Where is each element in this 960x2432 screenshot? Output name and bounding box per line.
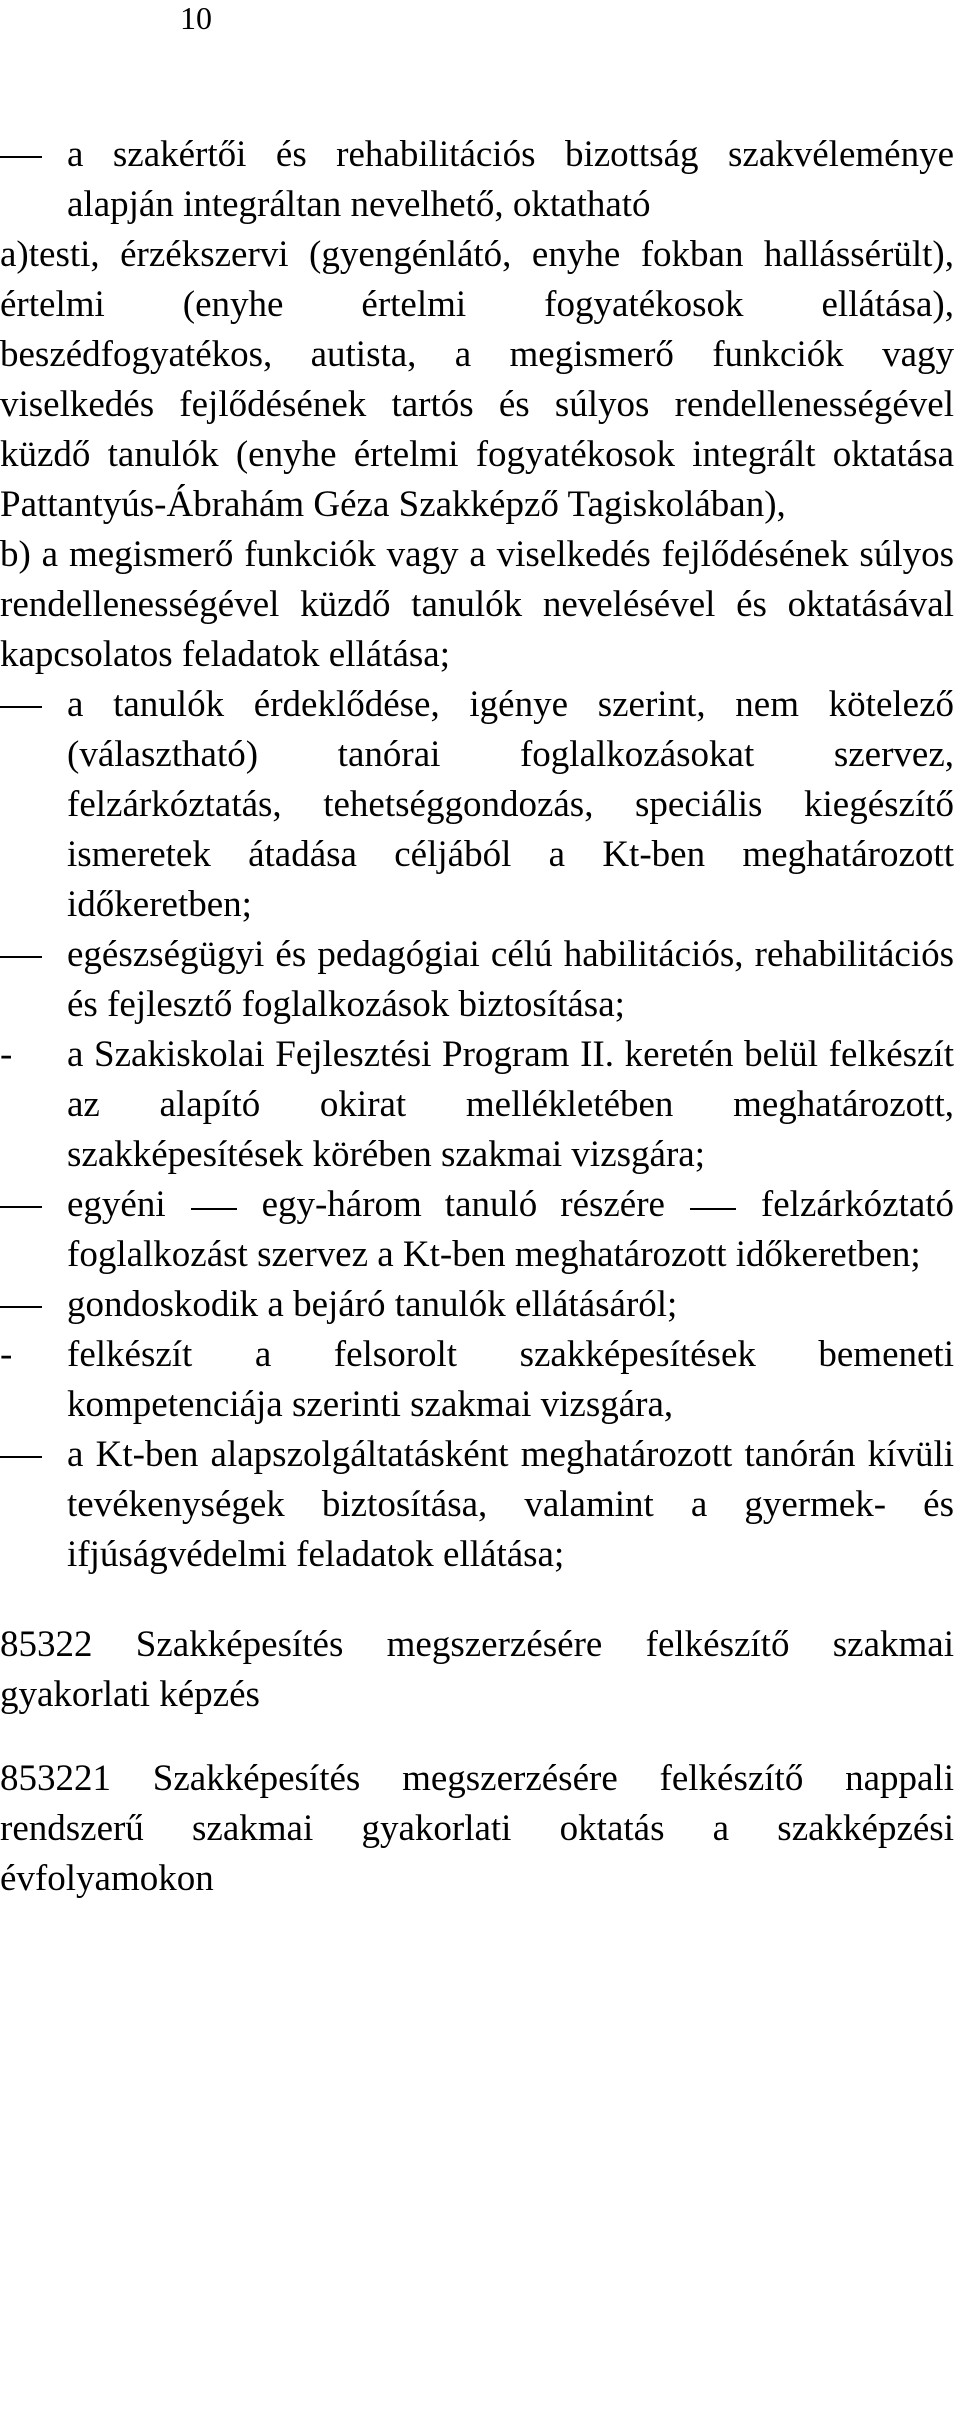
inline-dash: [189, 1202, 239, 1216]
list-item-dash: [0, 930, 960, 1030]
list-item-text: a szakértői és rehabilitációs bizottság szakvéleménye alapján integráltan nevelhető, oktatható: [67, 134, 954, 225]
hyphen-bullet: -: [0, 1334, 13, 1375]
activity-code-85322: 85322 Szakképesítés megszerzésére felkészítő szakmai gyakorlati képzés: [0, 1624, 954, 1715]
list-item-text: a tanulók érdeklődése, igénye szerint, nem kötelező (választható) tanórai foglalkozásokat szervez, felzárkóztatás, tehetséggondozás, speciális kiegészítő ismeretek átadása céljából a Kt-ben meghatározott időkeretben;: [67, 684, 954, 925]
inline-dash: [688, 1202, 738, 1216]
list-item-text-part: felzárkóztató foglalkozást szervez a Kt-ben meghatározott időkeretben;: [67, 1184, 955, 1275]
list-item-dash: [0, 130, 960, 230]
list-item-text: a Kt-ben alapszolgáltatásként meghatározott tanórán kívüli tevékenységek biztosítása, valamint a gyermek- és ifjúságvédelmi feladatok ellátása;: [67, 1434, 954, 1575]
page-number: 10: [180, 0, 212, 36]
list-item-dash: [0, 1180, 960, 1280]
document-body: [0, 130, 960, 1904]
list-item-text: gondoskodik a bejáró tanulók ellátásáról;: [67, 1284, 678, 1325]
list-item-dash: [0, 680, 960, 930]
list-item-hyphen: [0, 1030, 960, 1180]
list-item-dash: [0, 1280, 960, 1330]
hyphen-bullet: -: [0, 1034, 13, 1075]
list-item-text-part: egy-három tanuló részére: [261, 1184, 665, 1225]
paragraph-b: b) a megismerő funkciók vagy a viselkedés fejlődésének súlyos rendellenességével küzdő tanulók nevelésével és oktatásával kapcsolatos feladatok ellátása;: [0, 534, 954, 675]
list-item-text: egészségügyi és pedagógiai célú habilitációs, rehabilitációs és fejlesztő foglalkozások biztosítása;: [67, 934, 954, 1025]
list-item-text: felkészít a felsorolt szakképesítések bemeneti kompetenciája szerinti szakmai vizsgára,: [67, 1334, 954, 1425]
list-item-text-part: egyéni: [67, 1184, 166, 1225]
list-item-hyphen: [0, 1330, 960, 1430]
paragraph-a: a)testi, érzékszervi (gyengénlátó, enyhe fokban hallássérült), értelmi (enyhe értelmi fogyatékosok ellátása), beszédfogyatékos, autista, a megismerő funkciók vagy viselkedés fejlődésének tartós és súlyos rendellenességével küzdő tanulók (enyhe értelmi fogyatékosok integrált oktatása Pattantyús-Ábrahám Géza Szakképző Tagiskolában),: [0, 234, 954, 525]
list-item-text: a Szakiskolai Fejlesztési Program II. keretén belül felkészít az alapító okirat mellékletében meghatározott, szakképesítések körében szakmai vizsgára;: [67, 1034, 954, 1175]
list-item-text: [67, 1180, 954, 1280]
list-item-dash: [0, 1430, 960, 1580]
activity-code-853221: 853221 Szakképesítés megszerzésére felkészítő nappali rendszerű szakmai gyakorlati oktatás a szakképzési évfolyamokon: [0, 1758, 954, 1899]
